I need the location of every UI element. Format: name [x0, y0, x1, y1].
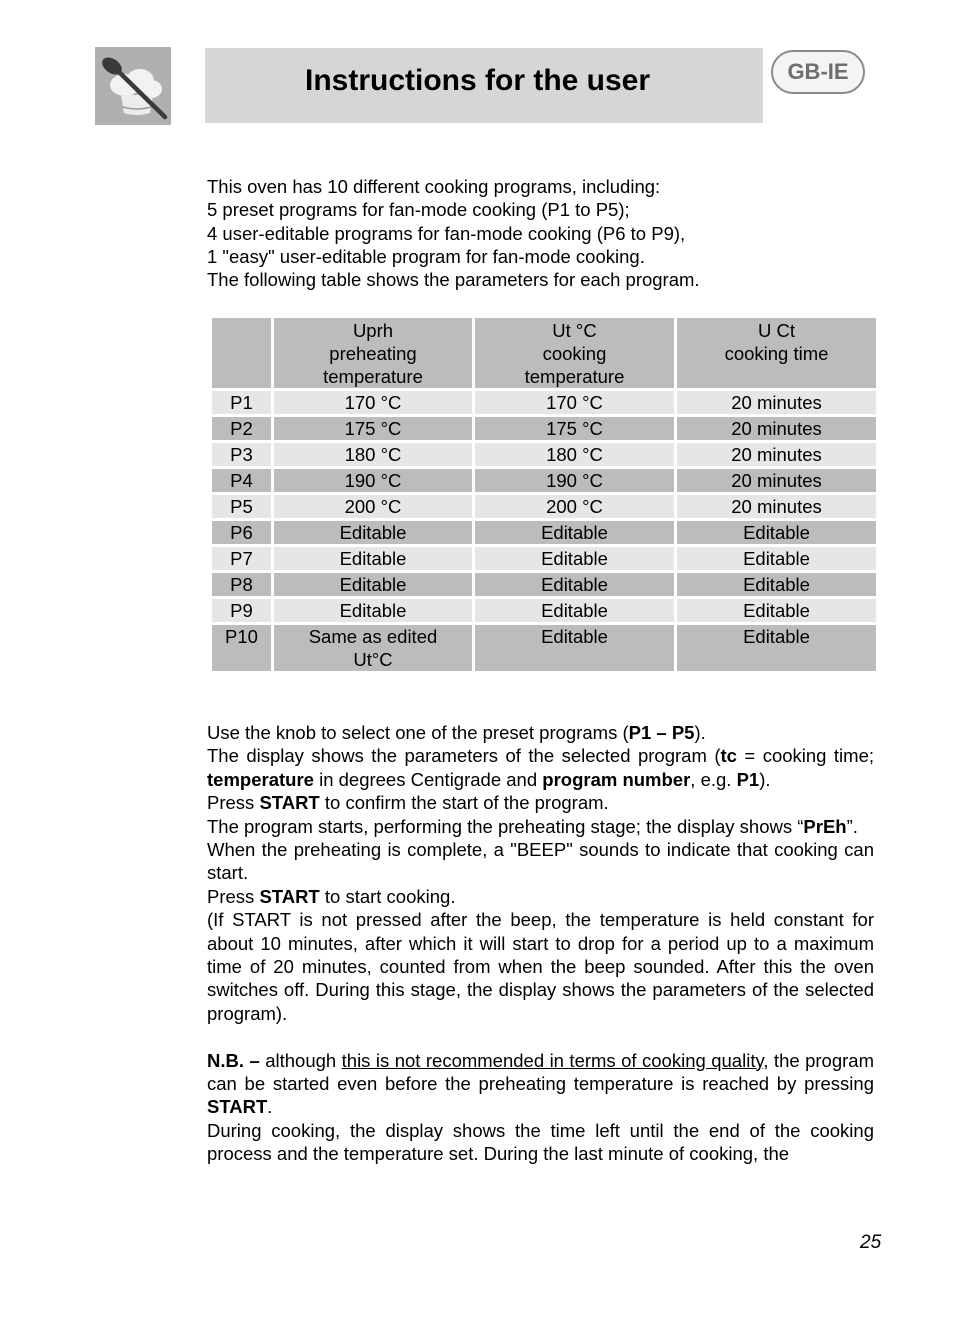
- text-run: , e.g.: [690, 768, 737, 790]
- header-line: Ut °C: [552, 320, 597, 341]
- intro-line: 1 "easy" user-editable program for fan-mode cooking.: [207, 245, 645, 267]
- bold-run: START: [259, 885, 320, 907]
- region-badge: GB-IE: [771, 50, 865, 94]
- table-cell: 175 °C: [475, 417, 674, 440]
- paragraph: [207, 791, 874, 814]
- table-cell: Editable: [677, 547, 876, 570]
- header-line: temperature: [323, 366, 423, 387]
- table-cell: 20 minutes: [677, 443, 876, 466]
- intro-line: 4 user-editable programs for fan-mode cooking (P6 to P9),: [207, 222, 686, 244]
- table-cell: 200 °C: [475, 495, 674, 518]
- paragraph: [207, 885, 874, 908]
- program-table: [209, 315, 879, 674]
- paragraph: When the preheating is complete, a "BEEP" sounds to indicate that cooking can start.: [207, 839, 874, 884]
- table-cell: Editable: [475, 573, 674, 596]
- table-cell: 170 °C: [274, 391, 472, 414]
- bold-run: N.B. –: [207, 1049, 260, 1071]
- table-cell: Editable: [274, 599, 472, 622]
- header-line: temperature: [524, 366, 625, 387]
- table-row: [212, 443, 876, 466]
- table-row: [212, 417, 876, 440]
- text-run: The display shows the parameters of the selected program (: [207, 745, 721, 767]
- bold-run: P1 – P5: [628, 722, 695, 743]
- table-cell: Editable: [475, 625, 674, 671]
- table-row: [212, 495, 876, 518]
- chef-hat-spoon-graphic: [95, 47, 171, 125]
- table-row: [212, 547, 876, 570]
- header-title-bar: [205, 48, 763, 123]
- table-cell: Editable: [475, 521, 674, 544]
- table-cell: 190 °C: [274, 469, 472, 492]
- bold-run: PrEh: [803, 815, 847, 837]
- table-cell: P3: [212, 443, 271, 466]
- page-number: 25: [860, 1232, 882, 1253]
- page-title: Instructions for the user: [305, 64, 651, 97]
- table-row: [212, 573, 876, 596]
- table-cell: Editable: [475, 547, 674, 570]
- bold-run: START: [259, 792, 320, 814]
- table-cell: 20 minutes: [677, 469, 876, 492]
- bold-run: tc: [720, 745, 737, 767]
- bold-run: program number: [542, 768, 691, 790]
- table-cell: P5: [212, 495, 271, 518]
- header-cell-empty: [212, 318, 271, 388]
- text-run: Press: [207, 792, 260, 814]
- text-run: to start cooking.: [319, 885, 456, 907]
- table-cell: Editable: [677, 573, 876, 596]
- header-line: Uprh: [352, 320, 394, 341]
- table-row: [212, 521, 876, 544]
- nb-paragraph: [207, 1049, 874, 1119]
- text-run: Use the knob to select one of the preset programs (: [207, 722, 629, 743]
- text-run: ).: [694, 722, 706, 743]
- table-cell: Editable: [475, 599, 674, 622]
- underlined-run: this is not recommended in terms of cooking quality: [341, 1049, 764, 1071]
- bold-run: temperature: [207, 768, 314, 790]
- table-cell: 175 °C: [274, 417, 472, 440]
- text-run: although: [259, 1049, 342, 1071]
- table-row: [212, 391, 876, 414]
- table-cell: [274, 625, 472, 671]
- header-line: preheating: [329, 343, 417, 364]
- text-run: in degrees Centigrade and: [313, 768, 543, 790]
- table-cell: 20 minutes: [677, 391, 876, 414]
- text-run: to confirm the start of the program.: [319, 792, 609, 814]
- text-run: Press: [207, 885, 260, 907]
- intro-text: [207, 175, 887, 291]
- header-cell-cook-temp: [475, 318, 674, 388]
- table-row: [212, 625, 876, 671]
- table-cell: Editable: [274, 547, 472, 570]
- table-cell: P6: [212, 521, 271, 544]
- header-line: cooking: [542, 343, 607, 364]
- table-cell: P9: [212, 599, 271, 622]
- table-row: [212, 469, 876, 492]
- cell-line: Ut°C: [353, 649, 393, 670]
- table-cell: 20 minutes: [677, 417, 876, 440]
- table-cell: Editable: [677, 599, 876, 622]
- paragraph: (If START is not pressed after the beep, the temperature is held constant for about 10 minutes, after which it will start to drop for a period up to a maximum time of 20 minutes, counted from when the beep sounded. After this the oven switches off. During this stage, the display shows the parameters of the selected program).: [207, 909, 874, 1024]
- table-cell: P4: [212, 469, 271, 492]
- table-cell: P10: [212, 625, 271, 671]
- paragraph-gap: [207, 1025, 874, 1048]
- table-cell: 180 °C: [475, 443, 674, 466]
- paragraph: During cooking, the display shows the time left until the end of the cooking process and the temperature set. During the last minute of cooking, the: [207, 1119, 874, 1165]
- header-line: cooking time: [724, 343, 829, 364]
- table-cell: P1: [212, 391, 271, 414]
- table-cell: P8: [212, 573, 271, 596]
- table-cell: 180 °C: [274, 443, 472, 466]
- text-run: = cooking time;: [736, 745, 875, 767]
- table-cell: 190 °C: [475, 469, 674, 492]
- paragraph: [207, 744, 874, 791]
- intro-line: This oven has 10 different cooking programs, including:: [207, 176, 661, 197]
- table-cell: Editable: [677, 625, 876, 671]
- text-run: ).: [759, 768, 771, 790]
- table-cell: P2: [212, 417, 271, 440]
- table-row: [212, 599, 876, 622]
- table-cell: 170 °C: [475, 391, 674, 414]
- header-line: U Ct: [758, 320, 795, 341]
- table-cell: P7: [212, 547, 271, 570]
- bold-run: START: [207, 1096, 268, 1118]
- header-cell-cook-time: [677, 318, 876, 388]
- text-run: ”.: [846, 815, 858, 837]
- table-cell: 200 °C: [274, 495, 472, 518]
- paragraph: [207, 815, 874, 838]
- header-cell-preheat: [274, 318, 472, 388]
- bold-run: P1: [736, 768, 760, 790]
- text-run: .: [267, 1096, 273, 1118]
- intro-line: 5 preset programs for fan-mode cooking (P1 to P5);: [207, 199, 630, 221]
- table-cell: Editable: [677, 521, 876, 544]
- intro-line: The following table shows the parameters for each program.: [207, 269, 700, 291]
- table-cell: Editable: [274, 521, 472, 544]
- chef-hat-spoon-icon: [95, 47, 171, 125]
- table-cell: 20 minutes: [677, 495, 876, 518]
- table-header-row: [212, 318, 876, 388]
- text-run: , the program can be started even before the preheating temperature is reached by pressing: [207, 1049, 874, 1095]
- text-run: The program starts, performing the preheating stage; the display shows “: [207, 815, 804, 837]
- instructions-text: [207, 721, 874, 1166]
- table-cell: Editable: [274, 573, 472, 596]
- paragraph: [207, 721, 874, 744]
- cell-line: Same as edited: [308, 626, 438, 647]
